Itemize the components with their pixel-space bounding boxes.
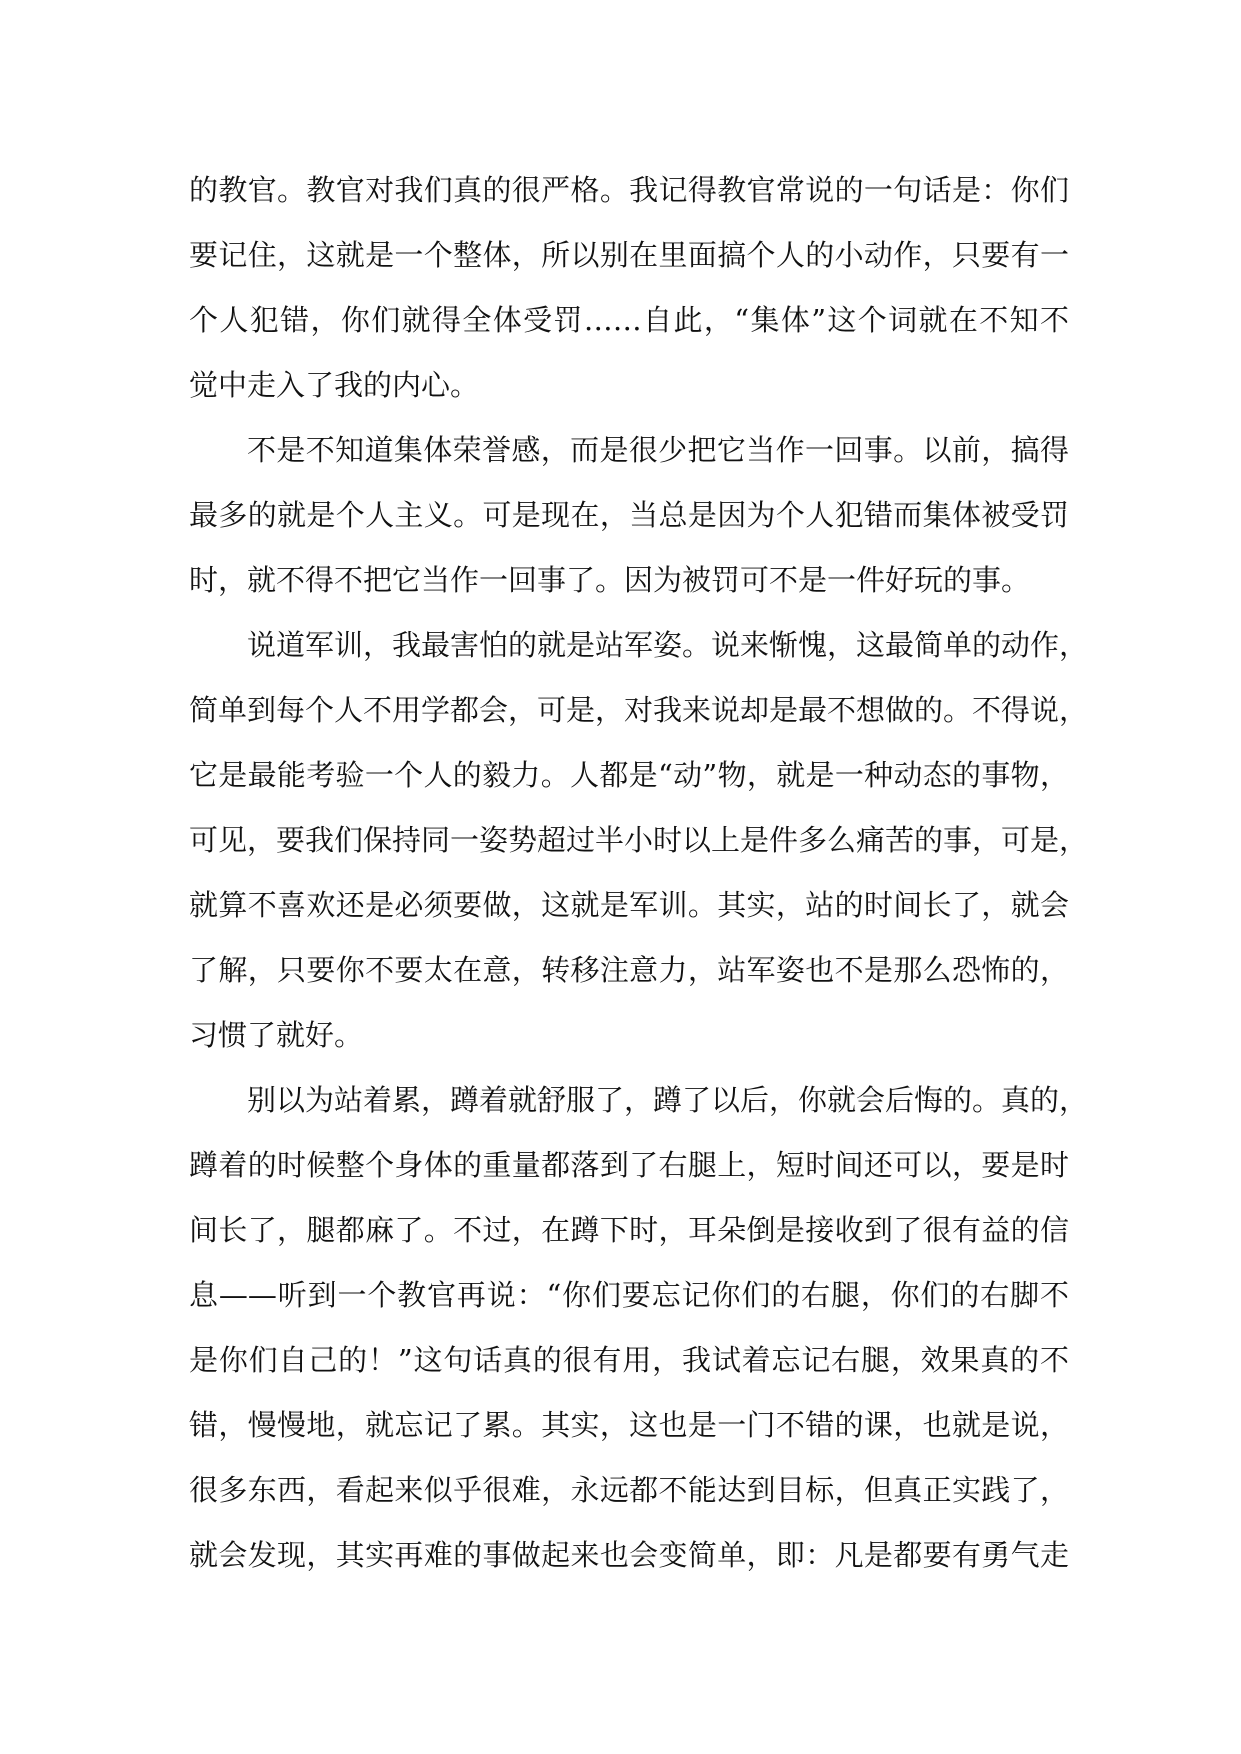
text-line: 觉中走入了我的内心。 xyxy=(189,368,480,402)
text-line: 是你们自己的！”这句话真的很有用，我试着忘记右腿，效果真的不 xyxy=(189,1343,1069,1377)
text-line: 就会发现，其实再难的事做起来也会变简单，即：凡是都要有勇气走 xyxy=(189,1538,1069,1572)
text-line: 时，就不得不把它当作一回事了。因为被罚可不是一件好玩的事。 xyxy=(189,563,1031,597)
text-line: 间长了，腿都麻了。不过，在蹲下时，耳朵倒是接收到了很有益的信 xyxy=(189,1213,1069,1247)
text-line: 蹲着的时候整个身体的重量都落到了右腿上，短时间还可以，要是时 xyxy=(189,1148,1069,1182)
text-line: 个人犯错，你们就得全体受罚……自此，“集体”这个词就在不知不 xyxy=(189,303,1069,337)
text-line: 简单到每个人不用学都会，可是，对我来说却是最不想做的。不得说， xyxy=(189,693,1089,727)
text-line: 息——听到一个教官再说：“你们要忘记你们的右腿，你们的右脚不 xyxy=(189,1278,1069,1312)
text-line: 不是不知道集体荣誉感，而是很少把它当作一回事。以前，搞得 xyxy=(247,433,1069,467)
text-line: 说道军训，我最害怕的就是站军姿。说来惭愧，这最简单的动作， xyxy=(247,628,1089,662)
text-line: 错，慢慢地，就忘记了累。其实，这也是一门不错的课，也就是说， xyxy=(189,1408,1069,1442)
text-line: 习惯了就好。 xyxy=(189,1018,364,1052)
text-line: 很多东西，看起来似乎很难，永远都不能达到目标，但真正实践了， xyxy=(189,1473,1069,1507)
text-line: 它是最能考验一个人的毅力。人都是“动”物，就是一种动态的事物， xyxy=(189,758,1069,792)
text-line: 的教官。教官对我们真的很严格。我记得教官常说的一句话是：你们 xyxy=(189,173,1069,207)
text-line: 最多的就是个人主义。可是现在，当总是因为个人犯错而集体被受罚 xyxy=(189,498,1069,532)
body-text xyxy=(189,158,1089,1588)
text-line: 了解，只要你不要太在意，转移注意力，站军姿也不是那么恐怖的， xyxy=(189,953,1069,987)
text-line: 别以为站着累，蹲着就舒服了，蹲了以后，你就会后悔的。真的， xyxy=(247,1083,1089,1117)
text-line: 要记住，这就是一个整体，所以别在里面搞个人的小动作，只要有一 xyxy=(189,238,1069,272)
text-line: 就算不喜欢还是必须要做，这就是军训。其实，站的时间长了，就会 xyxy=(189,888,1069,922)
text-line: 可见，要我们保持同一姿势超过半小时以上是件多么痛苦的事，可是， xyxy=(189,823,1089,857)
